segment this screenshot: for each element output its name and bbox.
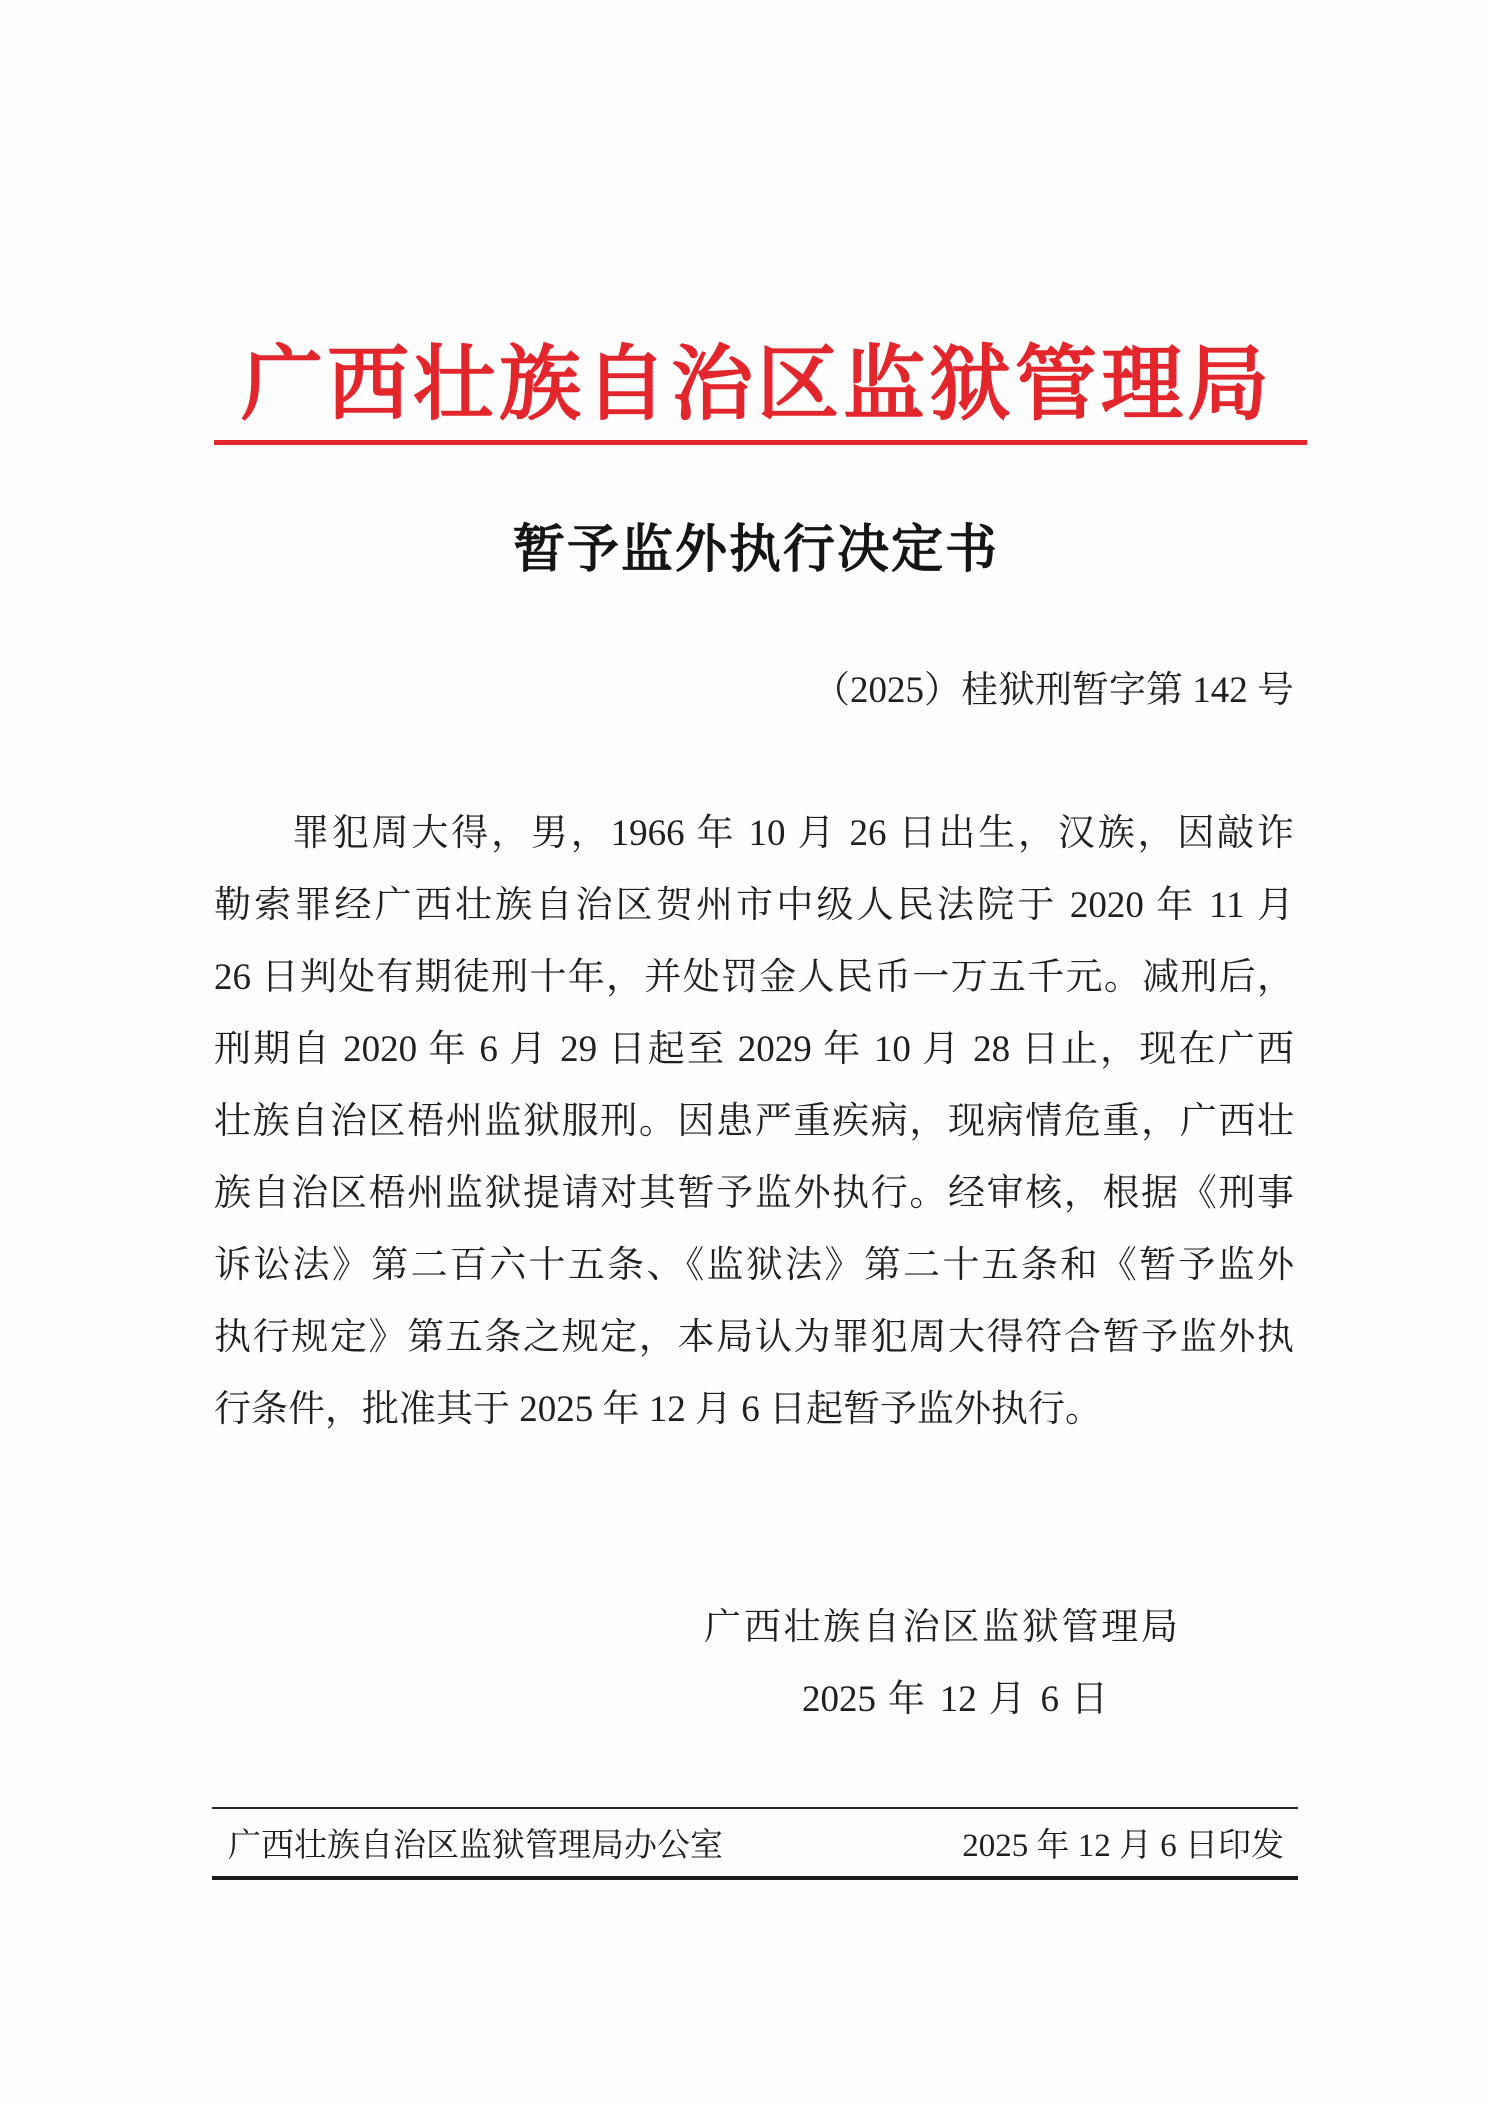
- body-line: 勒索罪经广西壮族自治区贺州市中级人民法院于 2020 年 11 月: [214, 885, 1294, 926]
- document-body: [214, 798, 1294, 1446]
- signature-date: 2025 年 12 月 6 日: [802, 1679, 1108, 1720]
- signature-org: 广西壮族自治区监狱管理局: [704, 1607, 1178, 1648]
- footer-rule-bottom: [212, 1876, 1298, 1880]
- document-number: （2025）桂狱刑暂字第 142 号: [813, 670, 1294, 711]
- body-line: 26 日判处有期徒刑十年，并处罚金人民币一万五千元。减刑后，: [214, 957, 1294, 998]
- letterhead-red-rule: [214, 440, 1307, 445]
- body-line: 罪犯周大得，男，1966 年 10 月 26 日出生，汉族，因敲诈: [292, 813, 1294, 854]
- body-line: 执行规定》第五条之规定，本局认为罪犯周大得符合暂予监外执: [214, 1317, 1294, 1358]
- body-line: 族自治区梧州监狱提请对其暂予监外执行。经审核，根据《刑事: [214, 1173, 1294, 1214]
- footer-issuer: 广西壮族自治区监狱管理局办公室: [228, 1828, 723, 1864]
- body-line: 壮族自治区梧州监狱服刑。因患严重疾病，现病情危重，广西壮: [214, 1101, 1294, 1142]
- document-title: 暂予监外执行决定书: [512, 522, 999, 579]
- body-line: 诉讼法》第二百六十五条、《监狱法》第二十五条和《暂予监外: [214, 1245, 1294, 1286]
- body-line: 行条件，批准其于 2025 年 12 月 6 日起暂予监外执行。: [214, 1389, 1102, 1430]
- footer-issued-date: 2025 年 12 月 6 日印发: [962, 1828, 1284, 1864]
- body-line: 刑期自 2020 年 6 月 29 日起至 2029 年 10 月 28 日止，现在广西: [214, 1029, 1294, 1070]
- letterhead-org-name: 广西壮族自治区监狱管理局: [240, 336, 1273, 432]
- footer-rule-top: [212, 1807, 1298, 1809]
